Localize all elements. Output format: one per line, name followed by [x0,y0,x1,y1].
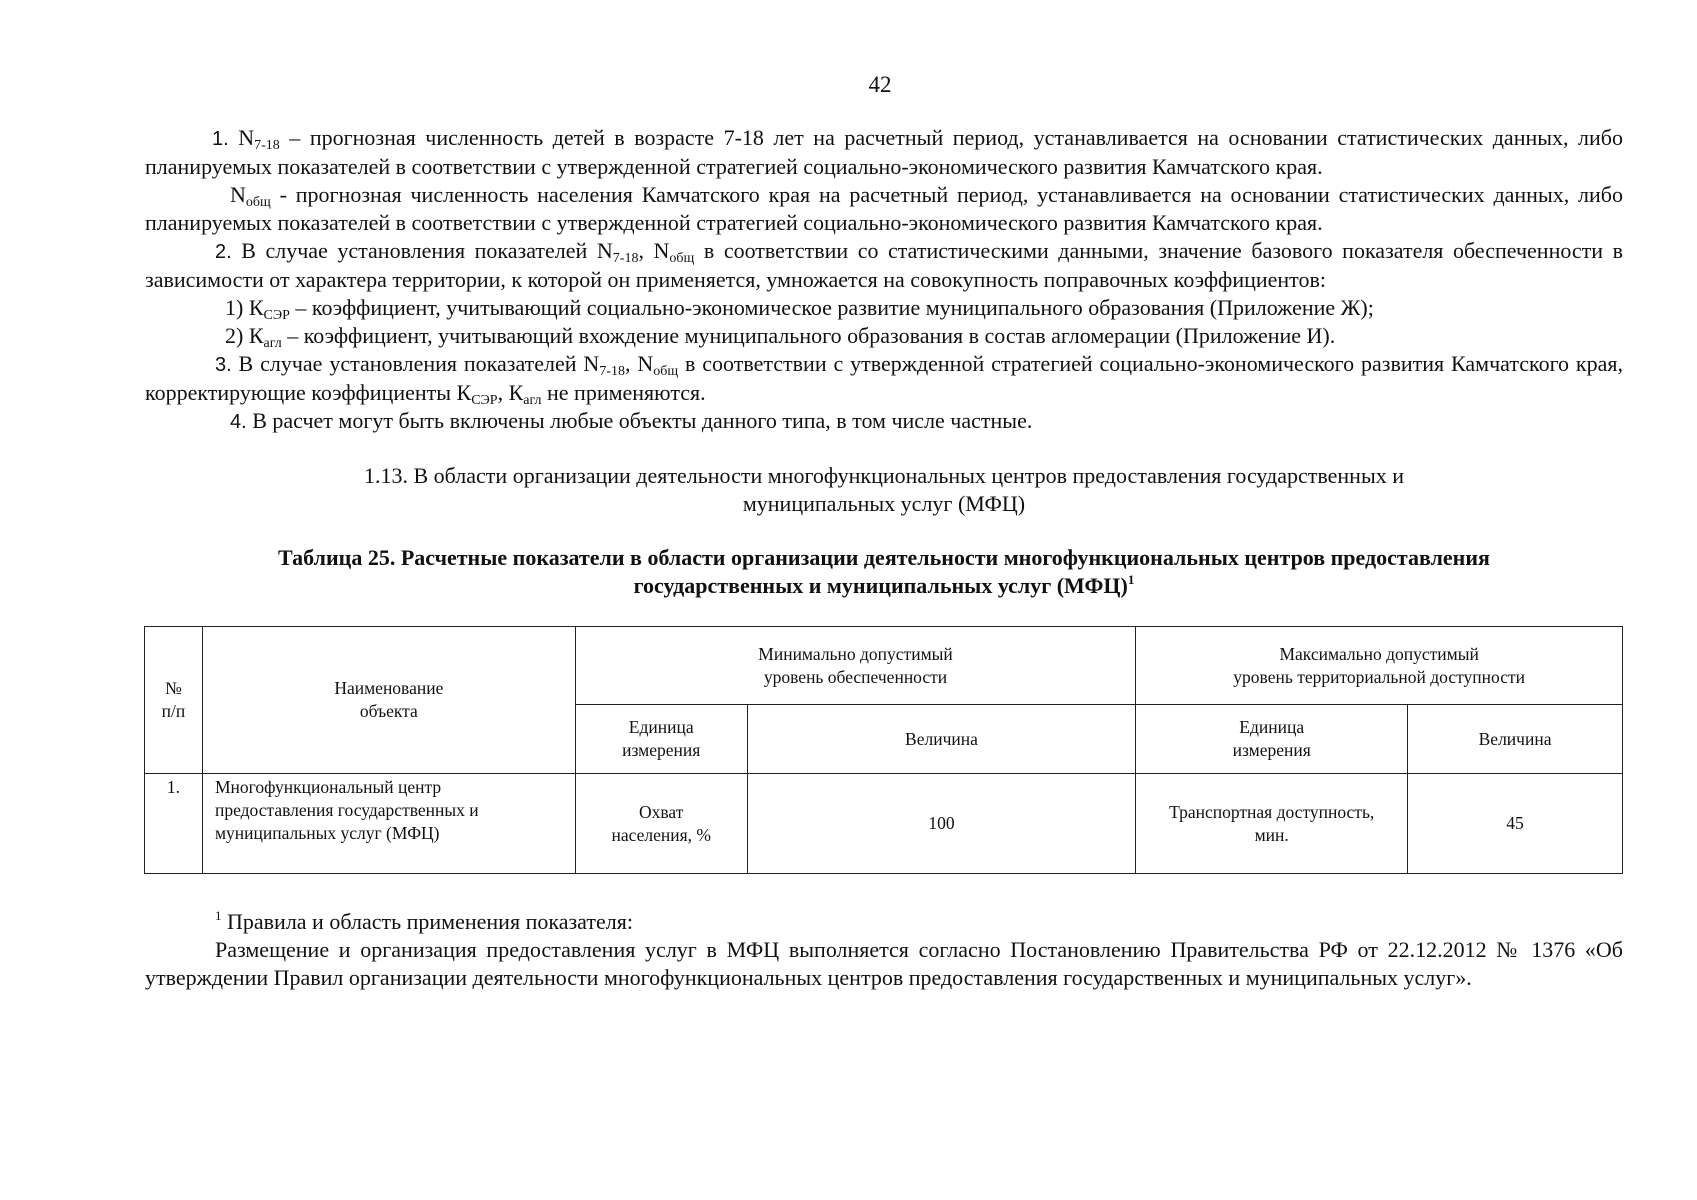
coef-2-sub: агл [263,336,282,351]
header-min-group-line-1: Минимально допустимый [758,643,953,664]
item-2-sub-a: 7-18 [612,251,639,266]
footnote-mark: 1 [215,908,222,923]
item-2-sub-b: общ [669,251,695,266]
item-3-text-b: , N [624,351,654,376]
footnote [145,908,1623,992]
item-1-symbol: N [238,125,255,150]
page-number: 42 [868,72,892,97]
footnote-text: Размещение и организация предоставления услуг в МФЦ выполняется согласно Постановлению Правительства РФ от 22.12.2012 № 1376 «Об утверждении Правил организации деятельности многофункциональных центров предоставления государственных и муниципальных услуг». [145,937,1623,990]
table-caption-line-1: Таблица 25. Расчетные показатели в области организации деятельности многофункциональных центров предоставления [278,545,1490,570]
header-num-line-1: № [165,678,182,698]
header-name-cell [202,627,575,774]
item-1-number: 1. [212,128,229,150]
row-max-unit-cell [1136,774,1408,874]
item-nobsh [145,181,1623,237]
header-min-unit-line-2: измерения [622,740,701,760]
header-max-value-cell: Величина [1408,705,1623,774]
coef-1-sub: СЭР [263,308,290,323]
row-name-cell [202,774,575,874]
coef-1 [145,294,1623,322]
item-2-number: 2. [215,241,232,263]
table-caption [145,544,1623,600]
header-min-unit-line-1: Единица [628,717,694,737]
nobsh-symbol: N [230,182,246,207]
item-3 [145,350,1623,407]
item-2-text-a: В случае установления показателей N [231,238,613,263]
header-num-cell [145,627,203,774]
item-3-sub-d: агл [523,393,542,408]
header-max-group-line-1: Максимально допустимый [1279,643,1479,664]
coef-1-text: – коэффициент, учитывающий социально-экономическое развитие муниципального образования (Приложение Ж); [289,295,1374,320]
row-min-unit-line-1: Охват [639,801,684,822]
row-name-line-3: муниципальных услуг (МФЦ) [214,823,440,843]
footnote-title-text: Правила и область применения показателя: [221,909,633,934]
item-3-number: 3. [215,354,232,376]
body-text [145,124,1623,436]
row-max-value-cell: 45 [1408,774,1623,874]
item-4-number: 4. [230,411,247,433]
item-3-text-a: В случае установления показателей N [231,351,600,376]
item-4 [145,407,1623,436]
item-3-sub-b: общ [653,364,679,379]
row-max-unit-line-2: мин. [1254,824,1289,845]
item-2-text-c: в соответствии со статистическими данными, значение базового показателя обеспеченности в зависимости от характера территории, к которой он применяется, умножается на совокупность поправочных коэффициентов: [145,238,1623,292]
row-num-cell: 1. [145,774,203,874]
item-3-text-d: , К [497,380,524,405]
item-2 [145,237,1623,294]
table-header-row-1 [145,627,1623,705]
header-max-unit-line-2: измерения [1232,740,1311,760]
row-name-line-2: предоставления государственных и [214,800,479,820]
item-2-text-b: , N [638,238,670,263]
nobsh-text: - прогнозная численность населения Камчатского края на расчетный период, устанавливается на основании статистических данных, либо планируемых показателей в соответствии с утвержденной стратегией социально-экономического развития Камчатского края. [145,182,1623,235]
section-title [145,462,1623,518]
item-4-text: В расчет могут быть включены любые объекты данного типа, в том числе частные. [246,408,1033,433]
item-3-text-c: в соответствии с утвержденной стратегией социально-экономического развития Камчатского края, корректирующие коэффициенты К [145,351,1623,405]
row-min-value-cell: 100 [747,774,1136,874]
coef-2-prefix: 2) К [225,323,264,348]
header-num-line-2: п/п [161,701,186,721]
coef-2-text: – коэффициент, учитывающий вхождение муниципального образования в состав агломерации (Приложение И). [281,323,1336,348]
header-max-unit-line-1: Единица [1239,717,1305,737]
coef-2 [145,322,1623,350]
section-title-line-1: 1.13. В области организации деятельности многофункциональных центров предоставления государственных и [363,463,1404,488]
row-min-unit-cell [575,774,747,874]
table-caption-footnote-mark: 1 [1127,572,1135,587]
footnote-title [145,908,1623,936]
header-min-unit-cell [575,705,747,774]
header-min-group-line-2: уровень обеспеченности [763,666,948,687]
header-name-line-2: объекта [359,701,418,721]
row-min-unit-line-2: населения, % [611,824,711,845]
header-max-unit-cell [1136,705,1408,774]
table-row [145,774,1623,874]
table-caption-line-2: государственных и муниципальных услуг (МФЦ) [633,573,1128,598]
item-1 [145,124,1623,181]
header-max-group-line-2: уровень территориальной доступности [1233,666,1525,687]
item-1-symbol-sub: 7-18 [254,138,280,153]
row-max-unit-line-1: Транспортная доступность, [1169,801,1375,822]
table-caption-line-2-wrap [145,572,1623,600]
header-min-value-cell: Величина [747,705,1136,774]
item-3-sub-c: СЭР [471,393,498,408]
item-1-text: – прогнозная численность детей в возрасте 7-18 лет на расчетный период, устанавливается на основании статистических данных, либо планируемых показателей в соответствии с утвержденной стратегией социально-экономического развития Камчатского края. [145,125,1623,179]
row-name-line-1: Многофункциональный центр [214,777,442,797]
item-3-text-e: не применяются. [541,380,706,405]
section-title-line-2: муниципальных услуг (МФЦ) [742,491,1026,516]
header-max-group-cell [1136,627,1623,705]
header-name-line-1: Наименование [334,678,444,698]
nobsh-symbol-sub: общ [245,195,271,210]
item-3-sub-a: 7-18 [599,364,625,379]
indicators-table [144,626,1623,874]
header-min-group-cell [575,627,1136,705]
coef-1-prefix: 1) К [225,295,264,320]
